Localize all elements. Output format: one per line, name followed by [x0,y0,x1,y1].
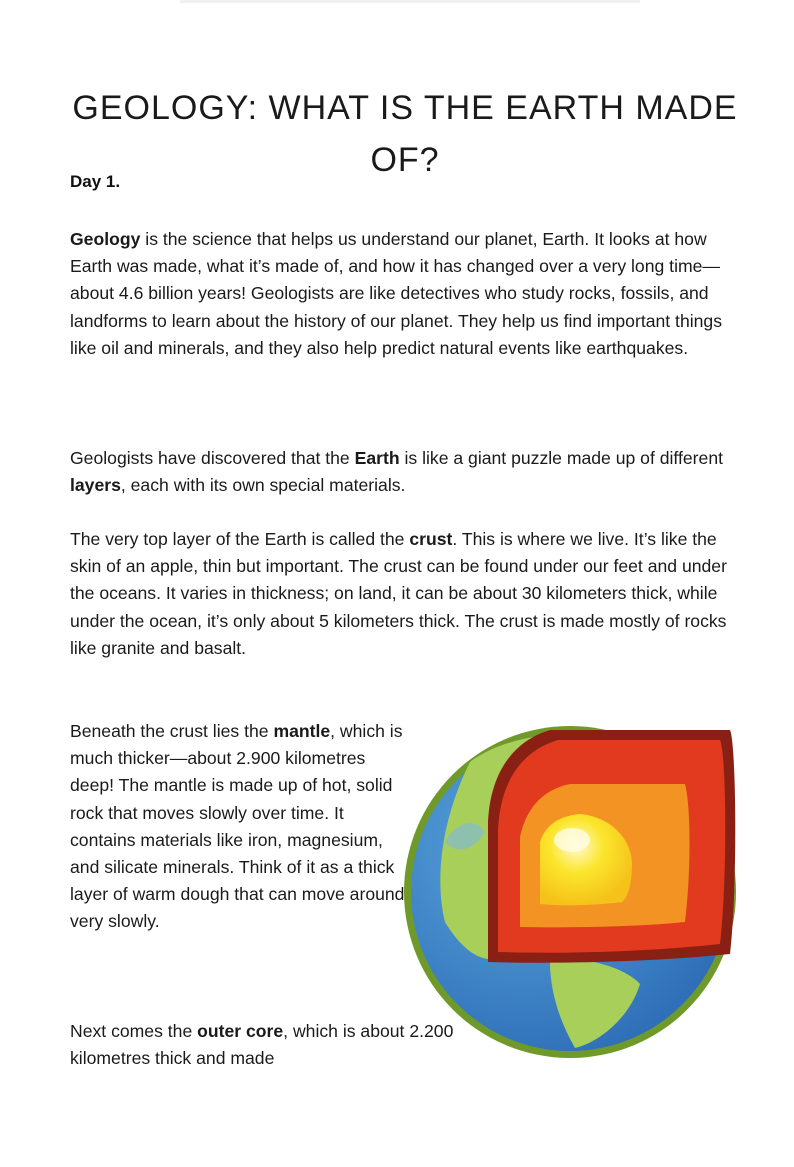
paragraph-crust: The very top layer of the Earth is called the crust. This is where we live. It’s like the skin of an apple, thin but important. The crust can be found under our feet and under the oceans. It varies in thickness; on land, it can be about 30 kilometers thick, while under the ocean, it’s only about 5 kilometers thick. The crust is made mostly of rocks like granite and basalt. [70,529,727,658]
paragraph-mantle: Beneath the crust lies the mantle, which is much thicker—about 2.900 kilometres deep! The mantle is made up of hot, solid rock that moves slowly over time. It contains materials like iron, magnesium, and silicate minerals. Think of it as a thick layer of warm dough that can move around very slowly. [70,721,405,932]
term-layers: layers [70,475,121,496]
paragraph-geology: Geology is the science that helps us understand our planet, Earth. It looks at how Earth was made, what it’s made of, and how it has changed over a very long time—about 4.6 billion years! Geologists are like detectives who study rocks, fossils, and landforms to learn about the history of our planet. They help us find important things like oil and minerals, and they also help predict natural events like earthquakes. [70,229,722,358]
term-earth: Earth [354,448,400,468]
top-divider [180,0,640,3]
term-mantle: mantle [273,721,331,741]
term-geology: Geology [70,229,141,249]
paragraph-outer-core: Next comes the outer core, which is about 2.200 kilometres thick and made [70,1021,454,1069]
page-title: GEOLOGY: WHAT IS THE EARTH MADE OF? [72,89,738,179]
earth-layers-icon [400,722,740,1062]
core-highlight [554,828,590,852]
paragraph-layers: Geologists have discovered that the Earth is like a giant puzzle made up of different layers, each with its own special materials. [70,448,723,496]
term-crust: crust [409,529,453,549]
term-outer-core: outer core [197,1021,284,1041]
day-label: Day 1. [70,172,121,191]
